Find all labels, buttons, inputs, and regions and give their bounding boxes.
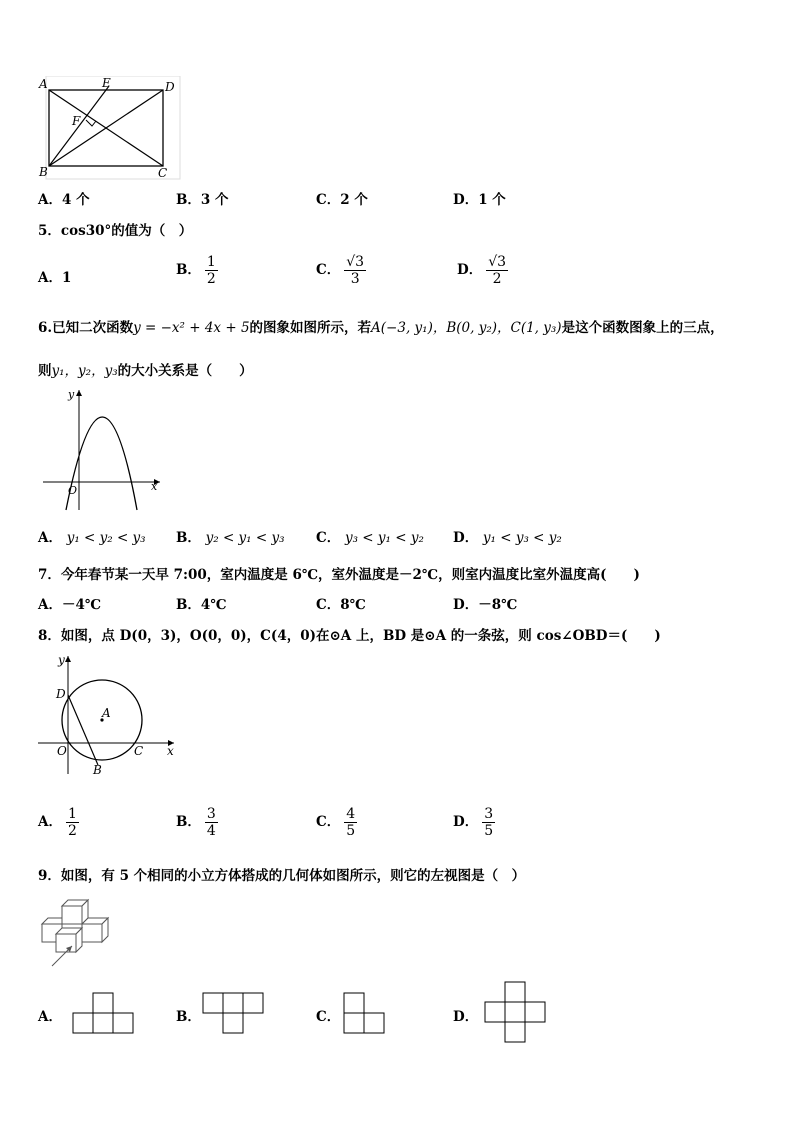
q6-stem-suffix: 是这个函数图象上的三点， <box>561 320 724 336</box>
q5-option-d[interactable] <box>457 254 508 287</box>
q4-label-d: D <box>165 80 175 94</box>
q7-option-c[interactable] <box>316 593 366 613</box>
option-label: D． <box>453 192 479 208</box>
q9-option-a[interactable] <box>38 1005 62 1025</box>
fraction-numerator: √3 <box>488 254 507 270</box>
q7-stem: 7．今年春节某一天早 7:00，室内温度是 6℃，室外温度是－2℃，则室内温度比室外温度高( ) <box>38 567 640 583</box>
fraction-numerator: 3 <box>484 806 494 822</box>
q6-axis-x-label: x <box>151 480 158 493</box>
option-text: y₁ < y₂ < y₃ <box>66 530 146 546</box>
option-text: y₂ < y₁ < y₃ <box>205 530 285 546</box>
option-label: B． <box>176 192 201 208</box>
q9-view-b <box>202 992 264 1034</box>
q4-label-e: E <box>102 76 111 90</box>
fraction-numerator: 4 <box>346 806 356 822</box>
option-label: B． <box>176 530 201 546</box>
q6-stem-line2 <box>38 359 253 379</box>
option-label: C． <box>316 814 341 831</box>
fraction-numerator: 1 <box>67 806 77 822</box>
q9-cubes-figure <box>38 892 133 972</box>
option-text: 4℃ <box>200 597 227 613</box>
option-label: A． <box>38 814 62 831</box>
fraction-numerator: 3 <box>206 806 216 822</box>
q9-view-c <box>343 992 385 1034</box>
q4-rectangle-figure <box>36 76 181 181</box>
option-label: C． <box>316 597 341 613</box>
fraction <box>486 254 508 287</box>
option-label: A． <box>38 1009 62 1025</box>
q9-option-d[interactable] <box>453 1005 478 1025</box>
q7-option-b[interactable] <box>176 593 227 613</box>
q4-label-a: A <box>39 77 48 91</box>
q9-view-a <box>72 992 134 1034</box>
option-text: －8℃ <box>478 597 518 613</box>
option-label: D． <box>457 262 483 279</box>
q9-option-b[interactable] <box>176 1005 201 1025</box>
q6-function: y = −x² + 4x + 5 <box>133 320 250 336</box>
fraction-numerator: √3 <box>346 254 365 270</box>
fraction-denominator: 5 <box>346 823 356 840</box>
q4-label-c: C <box>158 166 168 180</box>
q6-axis-y-label: y <box>68 388 75 401</box>
option-label: D． <box>453 1009 479 1025</box>
q8-option-b[interactable] <box>176 806 218 839</box>
option-text: 2 个 <box>340 192 368 208</box>
fraction-denominator: 4 <box>206 823 216 840</box>
q8-option-a[interactable] <box>38 806 79 839</box>
option-text: －4℃ <box>61 597 102 613</box>
fraction <box>66 806 79 839</box>
option-label: B． <box>176 262 201 279</box>
q8-axis-x-label: x <box>167 744 174 758</box>
option-label: D． <box>453 814 479 831</box>
option-text: 1 <box>61 270 72 286</box>
fraction <box>205 254 218 287</box>
q5-option-c[interactable] <box>316 254 366 287</box>
q6-option-a[interactable] <box>38 526 146 546</box>
q8-label-a: A <box>102 706 111 720</box>
q6-stem-mid: 的图象如图所示，若 <box>249 320 372 336</box>
option-text: y₁ < y₃ < y₂ <box>482 530 562 546</box>
q4-label-f: F <box>72 114 81 128</box>
q8-label-o: O <box>57 744 67 758</box>
option-text: 3 个 <box>200 192 229 208</box>
fraction <box>344 806 357 839</box>
q4-option-d[interactable] <box>453 188 506 208</box>
option-label: D． <box>453 530 479 546</box>
q6-parabola-figure <box>38 384 168 514</box>
option-label: C． <box>316 1009 341 1025</box>
q6-option-b[interactable] <box>176 526 285 546</box>
fraction-denominator: 2 <box>492 271 502 288</box>
q7-option-a[interactable] <box>38 593 101 613</box>
option-label: C． <box>316 192 341 208</box>
option-label: D． <box>453 597 479 613</box>
q5-option-b[interactable] <box>176 254 218 287</box>
q6-option-d[interactable] <box>453 526 562 546</box>
q6-vars: y₁，y₂，y₃ <box>51 363 118 379</box>
q8-label-b: B <box>93 763 102 777</box>
q8-label-c: C <box>134 744 144 758</box>
q8-axis-y-label: y <box>58 653 65 667</box>
q6-origin-label: O <box>68 484 78 497</box>
q5-stem: 5．cos30°的值为（ ） <box>38 223 193 239</box>
option-text: 4 个 <box>61 192 90 208</box>
q8-option-d[interactable] <box>453 806 495 839</box>
fraction-denominator: 5 <box>484 823 494 840</box>
option-label: B． <box>176 597 201 613</box>
fraction-denominator: 2 <box>67 823 77 840</box>
q8-circle-figure <box>36 652 181 777</box>
q6-stem-line1 <box>38 316 724 336</box>
option-label: A． <box>38 530 62 546</box>
fraction-numerator: 1 <box>206 254 216 270</box>
option-label: A． <box>38 192 62 208</box>
q8-label-d: D <box>56 687 66 701</box>
q8-option-c[interactable] <box>316 806 357 839</box>
q6-points: A(−3, y₁)，B(0, y₂)，C(1, y₃) <box>371 320 562 336</box>
option-label: C． <box>316 262 341 279</box>
fraction-denominator: 2 <box>206 271 216 288</box>
q4-option-a[interactable] <box>38 188 90 208</box>
option-label: A． <box>38 270 62 286</box>
option-text: 1 个 <box>478 192 506 208</box>
q6-line2-prefix: 则 <box>38 363 52 379</box>
q6-option-c[interactable] <box>316 526 424 546</box>
option-label: C． <box>316 530 341 546</box>
q4-option-c[interactable] <box>316 188 368 208</box>
fraction <box>205 806 218 839</box>
option-label: B． <box>176 1009 201 1025</box>
q6-stem-prefix: 6.已知二次函数 <box>38 320 134 336</box>
q8-stem: 8．如图，点 D(0，3)，O(0，0)，C(4，0)在⊙A 上，BD 是⊙A 的一条弦，则 cos∠OBD＝( ) <box>38 628 661 644</box>
q6-line2-suffix: 的大小关系是（ ） <box>117 363 253 379</box>
option-label: A． <box>38 597 62 613</box>
q4-option-b[interactable] <box>176 188 229 208</box>
fraction-denominator: 3 <box>350 271 360 288</box>
fraction <box>482 806 495 839</box>
q9-view-d <box>484 981 546 1043</box>
option-text: y₃ < y₁ < y₂ <box>344 530 424 546</box>
option-label: B． <box>176 814 201 831</box>
q5-option-a[interactable] <box>38 266 71 286</box>
q4-label-b: B <box>39 165 48 179</box>
q9-option-c[interactable] <box>316 1005 340 1025</box>
q7-option-d[interactable] <box>453 593 517 613</box>
option-text: 8℃ <box>340 597 366 613</box>
q9-stem: 9．如图，有 5 个相同的小立方体搭成的几何体如图所示，则它的左视图是（ ） <box>38 868 526 884</box>
fraction <box>344 254 366 287</box>
